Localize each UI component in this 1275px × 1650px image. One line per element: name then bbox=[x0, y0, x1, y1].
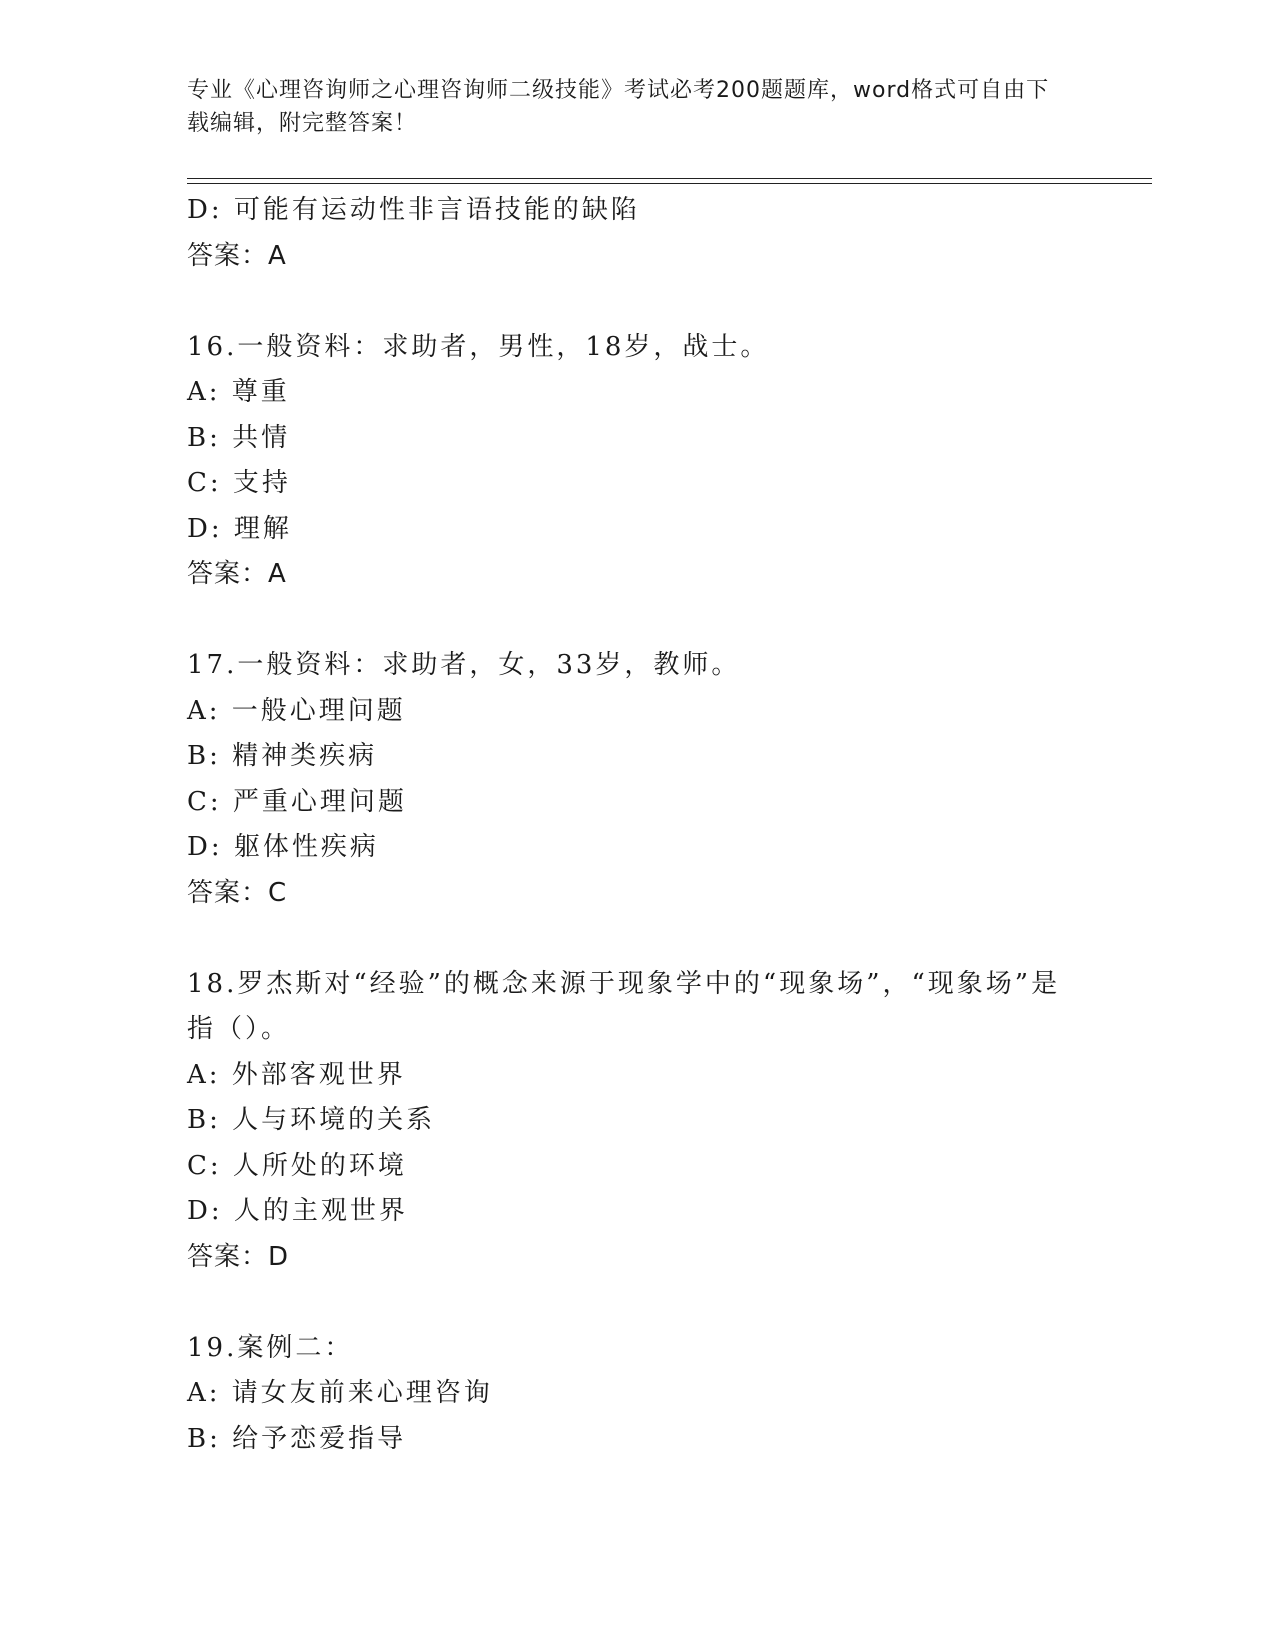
document-intro: 专业《心理咨询师之心理咨询师二级技能》考试必考200题题库，word格式可自由下载编辑，附完整答案！ bbox=[187, 78, 1050, 136]
option-c: C: 支持 bbox=[187, 468, 291, 498]
question-block bbox=[187, 1326, 1147, 1463]
question-block bbox=[187, 962, 1147, 1281]
answer-line: 答案：D bbox=[187, 1241, 290, 1272]
answer-line: 答案：A bbox=[187, 240, 287, 271]
question-block bbox=[187, 325, 1147, 598]
option-b: B: 给予恋爱指导 bbox=[187, 1423, 407, 1454]
header-divider-bottom bbox=[187, 183, 1152, 184]
question-text: 17.一般资料：求助者，女，33岁，教师。 bbox=[187, 650, 741, 680]
option-a: A: 尊重 bbox=[187, 377, 290, 407]
option-a: A: 一般心理问题 bbox=[187, 695, 406, 726]
option-d: D: 理解 bbox=[187, 513, 292, 544]
question-text: 16.一般资料：求助者，男性，18岁，战士。 bbox=[187, 331, 770, 362]
question-text: 19.案例二： bbox=[187, 1332, 354, 1363]
option-d: D: 人的主观世界 bbox=[187, 1196, 408, 1226]
header-divider-top bbox=[187, 178, 1152, 179]
option-d: D: 躯体性疾病 bbox=[187, 832, 379, 862]
option-b: B: 精神类疾病 bbox=[187, 741, 378, 771]
option-b: B: 共情 bbox=[187, 422, 291, 453]
answer-line: 答案：C bbox=[187, 877, 288, 908]
option-c: C: 严重心理问题 bbox=[187, 786, 407, 817]
question-list bbox=[187, 188, 1147, 1462]
option-a: A: 请女友前来心理咨询 bbox=[187, 1378, 493, 1408]
option-a: A: 外部客观世界 bbox=[187, 1059, 406, 1090]
answer-line: 答案：A bbox=[187, 559, 287, 589]
question-block bbox=[187, 643, 1147, 916]
option-b: B: 人与环境的关系 bbox=[187, 1105, 436, 1135]
option-c: C: 人所处的环境 bbox=[187, 1150, 407, 1181]
question-text: 18.罗杰斯对“经验”的概念来源于现象学中的“现象场”，“现象场”是指（）。 bbox=[187, 968, 1061, 1044]
option-d: D: 可能有运动性非言语技能的缺陷 bbox=[187, 195, 640, 225]
question-block bbox=[187, 188, 1147, 279]
